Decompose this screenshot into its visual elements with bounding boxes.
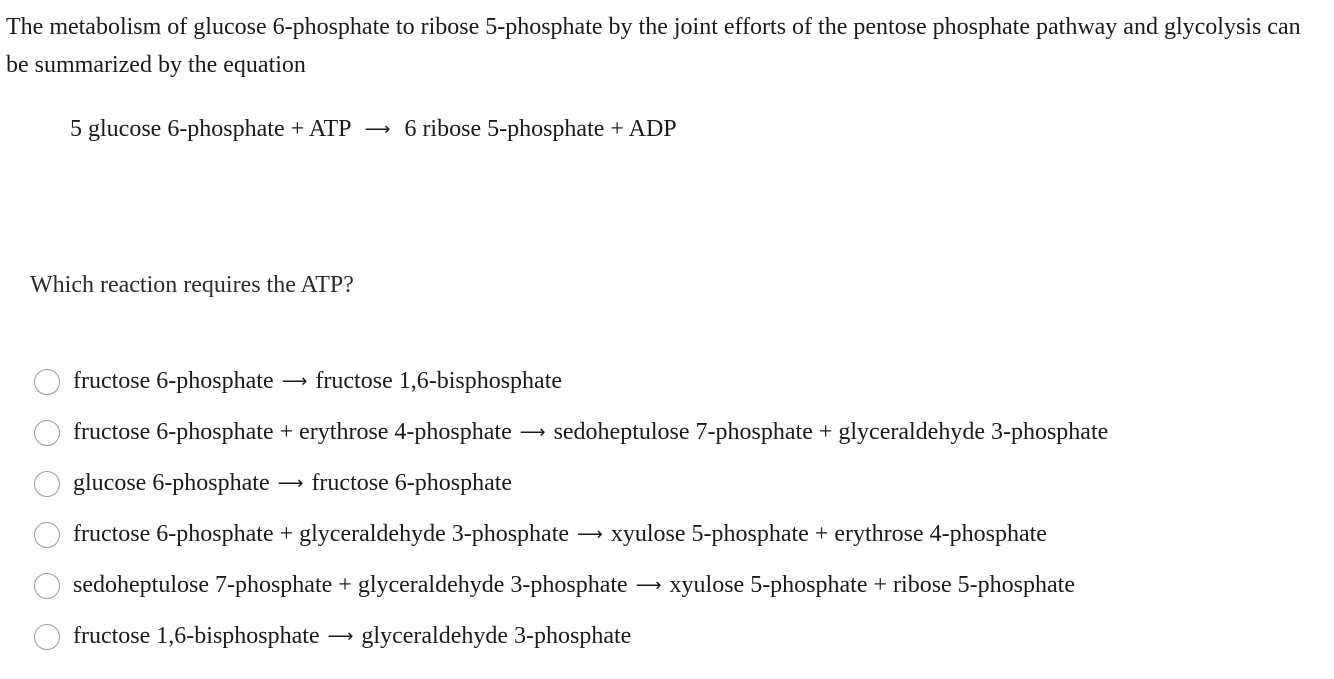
intro-text: The metabolism of glucose 6-phosphate to ribose 5-phosphate by the joint efforts of the pentose phosphate pathway and glycolysis can be summarized by the equation xyxy=(6,14,1301,78)
option-label[interactable] xyxy=(73,517,1047,553)
option-label[interactable] xyxy=(73,568,1075,604)
reaction-arrow-icon: ⟶ xyxy=(364,119,391,140)
option-products: xyulose 5-phosphate + erythrose 4-phosphate xyxy=(610,520,1047,547)
reaction-arrow-icon: ⟶ xyxy=(277,472,304,494)
option-reactants: fructose 6-phosphate + glyceraldehyde 3-phosphate xyxy=(73,520,570,547)
option-label[interactable] xyxy=(73,466,512,502)
summary-equation xyxy=(70,112,677,148)
option-reactants: fructose 6-phosphate xyxy=(73,367,274,394)
option-products: xyulose 5-phosphate + ribose 5-phosphate xyxy=(669,571,1075,598)
answer-option-2[interactable] xyxy=(34,407,1108,458)
radio-button[interactable] xyxy=(34,624,60,650)
radio-button[interactable] xyxy=(34,522,60,548)
radio-button[interactable] xyxy=(34,573,60,599)
equation-right: 6 ribose 5-phosphate + ADP xyxy=(404,116,677,142)
option-label[interactable] xyxy=(73,415,1108,451)
reaction-arrow-icon: ⟶ xyxy=(635,574,662,596)
answer-option-5[interactable] xyxy=(34,560,1108,611)
option-label[interactable] xyxy=(73,619,631,655)
answer-option-1[interactable] xyxy=(34,356,1108,407)
option-products: fructose 6-phosphate xyxy=(311,469,513,496)
answer-option-4[interactable] xyxy=(34,509,1108,560)
reaction-arrow-icon: ⟶ xyxy=(577,523,603,545)
answer-option-6[interactable] xyxy=(34,611,1108,662)
option-reactants: glucose 6-phosphate xyxy=(73,469,270,496)
option-products: glyceraldehyde 3-phosphate xyxy=(361,622,632,649)
radio-button[interactable] xyxy=(34,420,60,446)
radio-button[interactable] xyxy=(34,369,60,395)
question-prompt: Which reaction requires the ATP? xyxy=(30,272,354,298)
radio-button[interactable] xyxy=(34,471,60,497)
option-reactants: sedoheptulose 7-phosphate + glyceraldehyde 3-phosphate xyxy=(73,571,628,598)
reaction-arrow-icon: ⟶ xyxy=(327,625,354,647)
option-products: fructose 1,6-bisphosphate xyxy=(315,367,563,394)
option-reactants: fructose 1,6-bisphosphate xyxy=(73,622,320,649)
answer-option-3[interactable] xyxy=(34,458,1108,509)
option-products: sedoheptulose 7-phosphate + glyceraldehyde 3-phosphate xyxy=(553,418,1109,445)
answer-options xyxy=(34,356,1108,662)
equation-left: 5 glucose 6-phosphate + ATP xyxy=(70,116,351,142)
reaction-arrow-icon: ⟶ xyxy=(281,370,308,392)
option-label[interactable] xyxy=(73,364,562,400)
option-reactants: fructose 6-phosphate + erythrose 4-phosphate xyxy=(73,418,512,445)
reaction-arrow-icon: ⟶ xyxy=(519,421,546,443)
